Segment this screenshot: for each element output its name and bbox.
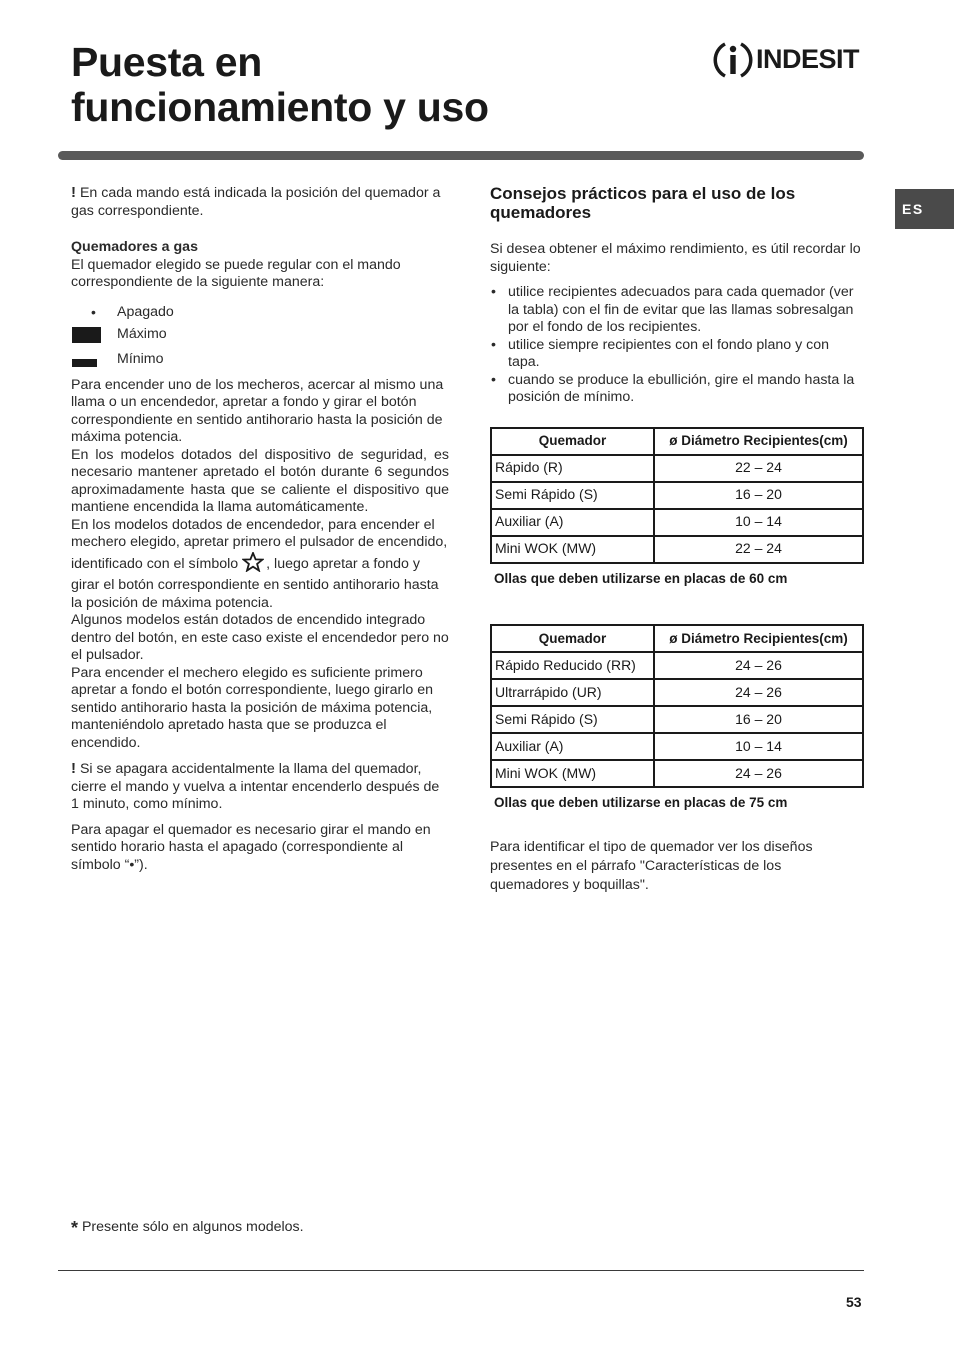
table-cell: Rápido Reducido (RR) — [491, 652, 654, 679]
table-60cm — [490, 427, 864, 564]
spark-star-icon — [242, 552, 266, 578]
min-flame-icon — [72, 359, 97, 367]
max-flame-icon — [72, 327, 101, 343]
brand-i-icon — [711, 38, 755, 82]
left-column — [71, 184, 449, 874]
tips-intro: Si desea obtener el máximo rendimiento, es útil recordar lo siguiente: — [490, 241, 861, 275]
paragraph: Para encender uno de los mecheros, acercar al mismo una llama o un encendedor, apretar a fondo y girar el botón correspondiente en sentido antihorario hasta la posición de máxima potencia. — [71, 376, 444, 445]
table-row — [491, 652, 863, 679]
table-row — [491, 509, 863, 536]
table-cell: 16 – 20 — [654, 482, 863, 509]
off-dot-icon: • — [91, 303, 96, 320]
gas-burners-heading: Quemadores a gas — [71, 239, 198, 255]
table-cell: 24 – 26 — [654, 679, 863, 706]
burner-type-note: Para identificar el tipo de quemador ver los diseños presentes en el párrafo "Características de los quemadores y boquillas". — [490, 838, 813, 893]
bullet-icon: • — [491, 284, 496, 300]
table-cell: Mini WOK (MW) — [491, 536, 654, 563]
page-title-line2: funcionamiento y uso — [71, 84, 489, 130]
table-cell: Semi Rápido (S) — [491, 482, 654, 509]
table-cell: Semi Rápido (S) — [491, 706, 654, 733]
table-cell: 10 – 14 — [654, 509, 863, 536]
indesit-logo — [711, 38, 866, 82]
note-text: En cada mando está indicada la posición del quemador a gas correspondiente. — [71, 185, 441, 219]
list-item-text: cuando se produce la ebullición, gire el mando hasta la posición de mínimo. — [508, 371, 855, 405]
paragraph-text: , luego apretar a fondo y girar el botón correspondiente en sentido antihorario hasta la posición de máxima potencia. — [71, 555, 439, 611]
table-cell: 24 – 26 — [654, 652, 863, 679]
table-row — [491, 679, 863, 706]
table-caption: Ollas que deben utilizarse en placas de 60 cm — [494, 570, 788, 586]
table-header-row — [491, 625, 863, 652]
table-caption: Ollas que deben utilizarse en placas de 75 cm — [494, 795, 788, 810]
column-header: Quemador — [491, 625, 654, 652]
footer-divider — [58, 1270, 864, 1271]
right-column — [490, 184, 864, 895]
symbol-label: Máximo — [117, 325, 167, 342]
table-75cm — [490, 624, 864, 788]
footnote-text: Presente sólo en algunos modelos. — [81, 1219, 304, 1235]
column-header: ø Diámetro Recipientes(cm) — [654, 625, 863, 652]
table-row — [491, 455, 863, 482]
list-item-text: utilice recipientes adecuados para cada quemador (ver la tabla) con el fin de evitar que las llamas sobresalgan por el fondo de los recipientes. — [508, 284, 854, 335]
symbol-label: Mínimo — [117, 350, 164, 367]
table-row — [491, 760, 863, 787]
paragraph-text: En los modelos dotados de encendedor, para encender el mechero elegido, apretar primero el pulsador de encendido, identificado con el símbolo — [71, 516, 448, 572]
asterisk-mark: * — [71, 1218, 79, 1238]
warning-mark: ! — [71, 184, 76, 201]
symbol-off-row — [71, 302, 449, 324]
table-cell: 10 – 14 — [654, 733, 863, 760]
bullet-icon: • — [491, 336, 496, 353]
table-cell: 24 – 26 — [654, 760, 863, 787]
table-cell: 16 – 20 — [654, 706, 863, 733]
gas-burners-intro: El quemador elegido se puede regular con el mando correspondiente de la siguiente manera: — [71, 256, 401, 290]
symbol-max-row — [71, 324, 449, 346]
table-row — [491, 482, 863, 509]
column-header: Quemador — [491, 428, 654, 455]
paragraph: En los modelos dotados del dispositivo de seguridad, es necesario mantener apretado el botón durante 6 segundos aproximadamente hasta que se caliente el dispositivo que mantiene encendida la llama automáticamente. — [71, 446, 449, 515]
note-text: Si se apagara accidentalmente la llama del quemador, cierre el mando y vuelva a intentar encenderlo después de 1 minuto, como mínimo. — [71, 761, 440, 812]
table-cell: Mini WOK (MW) — [491, 760, 654, 787]
table-cell: Rápido (R) — [491, 455, 654, 482]
section-heading: Consejos prácticos para el uso de los quemadores — [490, 184, 796, 222]
symbol-min-row — [71, 349, 449, 371]
note-flame-out — [71, 760, 449, 814]
table-row — [491, 706, 863, 733]
symbol-label: Apagado — [117, 303, 174, 320]
table-cell: 22 – 24 — [654, 536, 863, 563]
warning-mark: ! — [71, 760, 76, 777]
table-row — [491, 536, 863, 563]
page-number: 53 — [846, 1294, 862, 1310]
table-cell: 22 – 24 — [654, 455, 863, 482]
column-header: ø Diámetro Recipientes(cm) — [654, 428, 863, 455]
paragraph: Algunos modelos están dotados de encendido integrado dentro del botón, en este caso existe el encendedor pero no el pulsador. — [71, 612, 449, 663]
table-header-row — [491, 428, 863, 455]
page-title — [71, 40, 489, 130]
table-cell: Auxiliar (A) — [491, 733, 654, 760]
footnote — [71, 1218, 304, 1239]
paragraph: Para apagar el quemador es necesario girar el mando en sentido horario hasta el apagado (correspondiente al símbolo “•”). — [71, 821, 431, 873]
list-item — [490, 372, 864, 407]
title-divider — [58, 151, 864, 160]
page-title-line1: Puesta en — [71, 39, 262, 85]
list-item — [490, 337, 864, 372]
bullet-icon: • — [491, 371, 496, 388]
language-tab: ES — [895, 189, 954, 229]
brand-name: INDESIT — [756, 44, 860, 74]
list-item-text: utilice siempre recipientes con el fondo plano y con tapa. — [508, 336, 829, 370]
paragraph-igniter — [71, 517, 449, 613]
table-cell: Auxiliar (A) — [491, 509, 654, 536]
list-item — [490, 284, 864, 337]
note-burner-position — [71, 184, 449, 220]
table-cell: Ultrarrápido (UR) — [491, 679, 654, 706]
tips-list — [490, 284, 864, 407]
paragraph: Para encender el mechero elegido es suficiente primero apretar a fondo el botón correspondiente, luego girarlo en sentido antihorario hasta la posición de máxima potencia, manteniéndolo apretado hasta que se produzca el encendido. — [71, 664, 434, 751]
table-row — [491, 733, 863, 760]
